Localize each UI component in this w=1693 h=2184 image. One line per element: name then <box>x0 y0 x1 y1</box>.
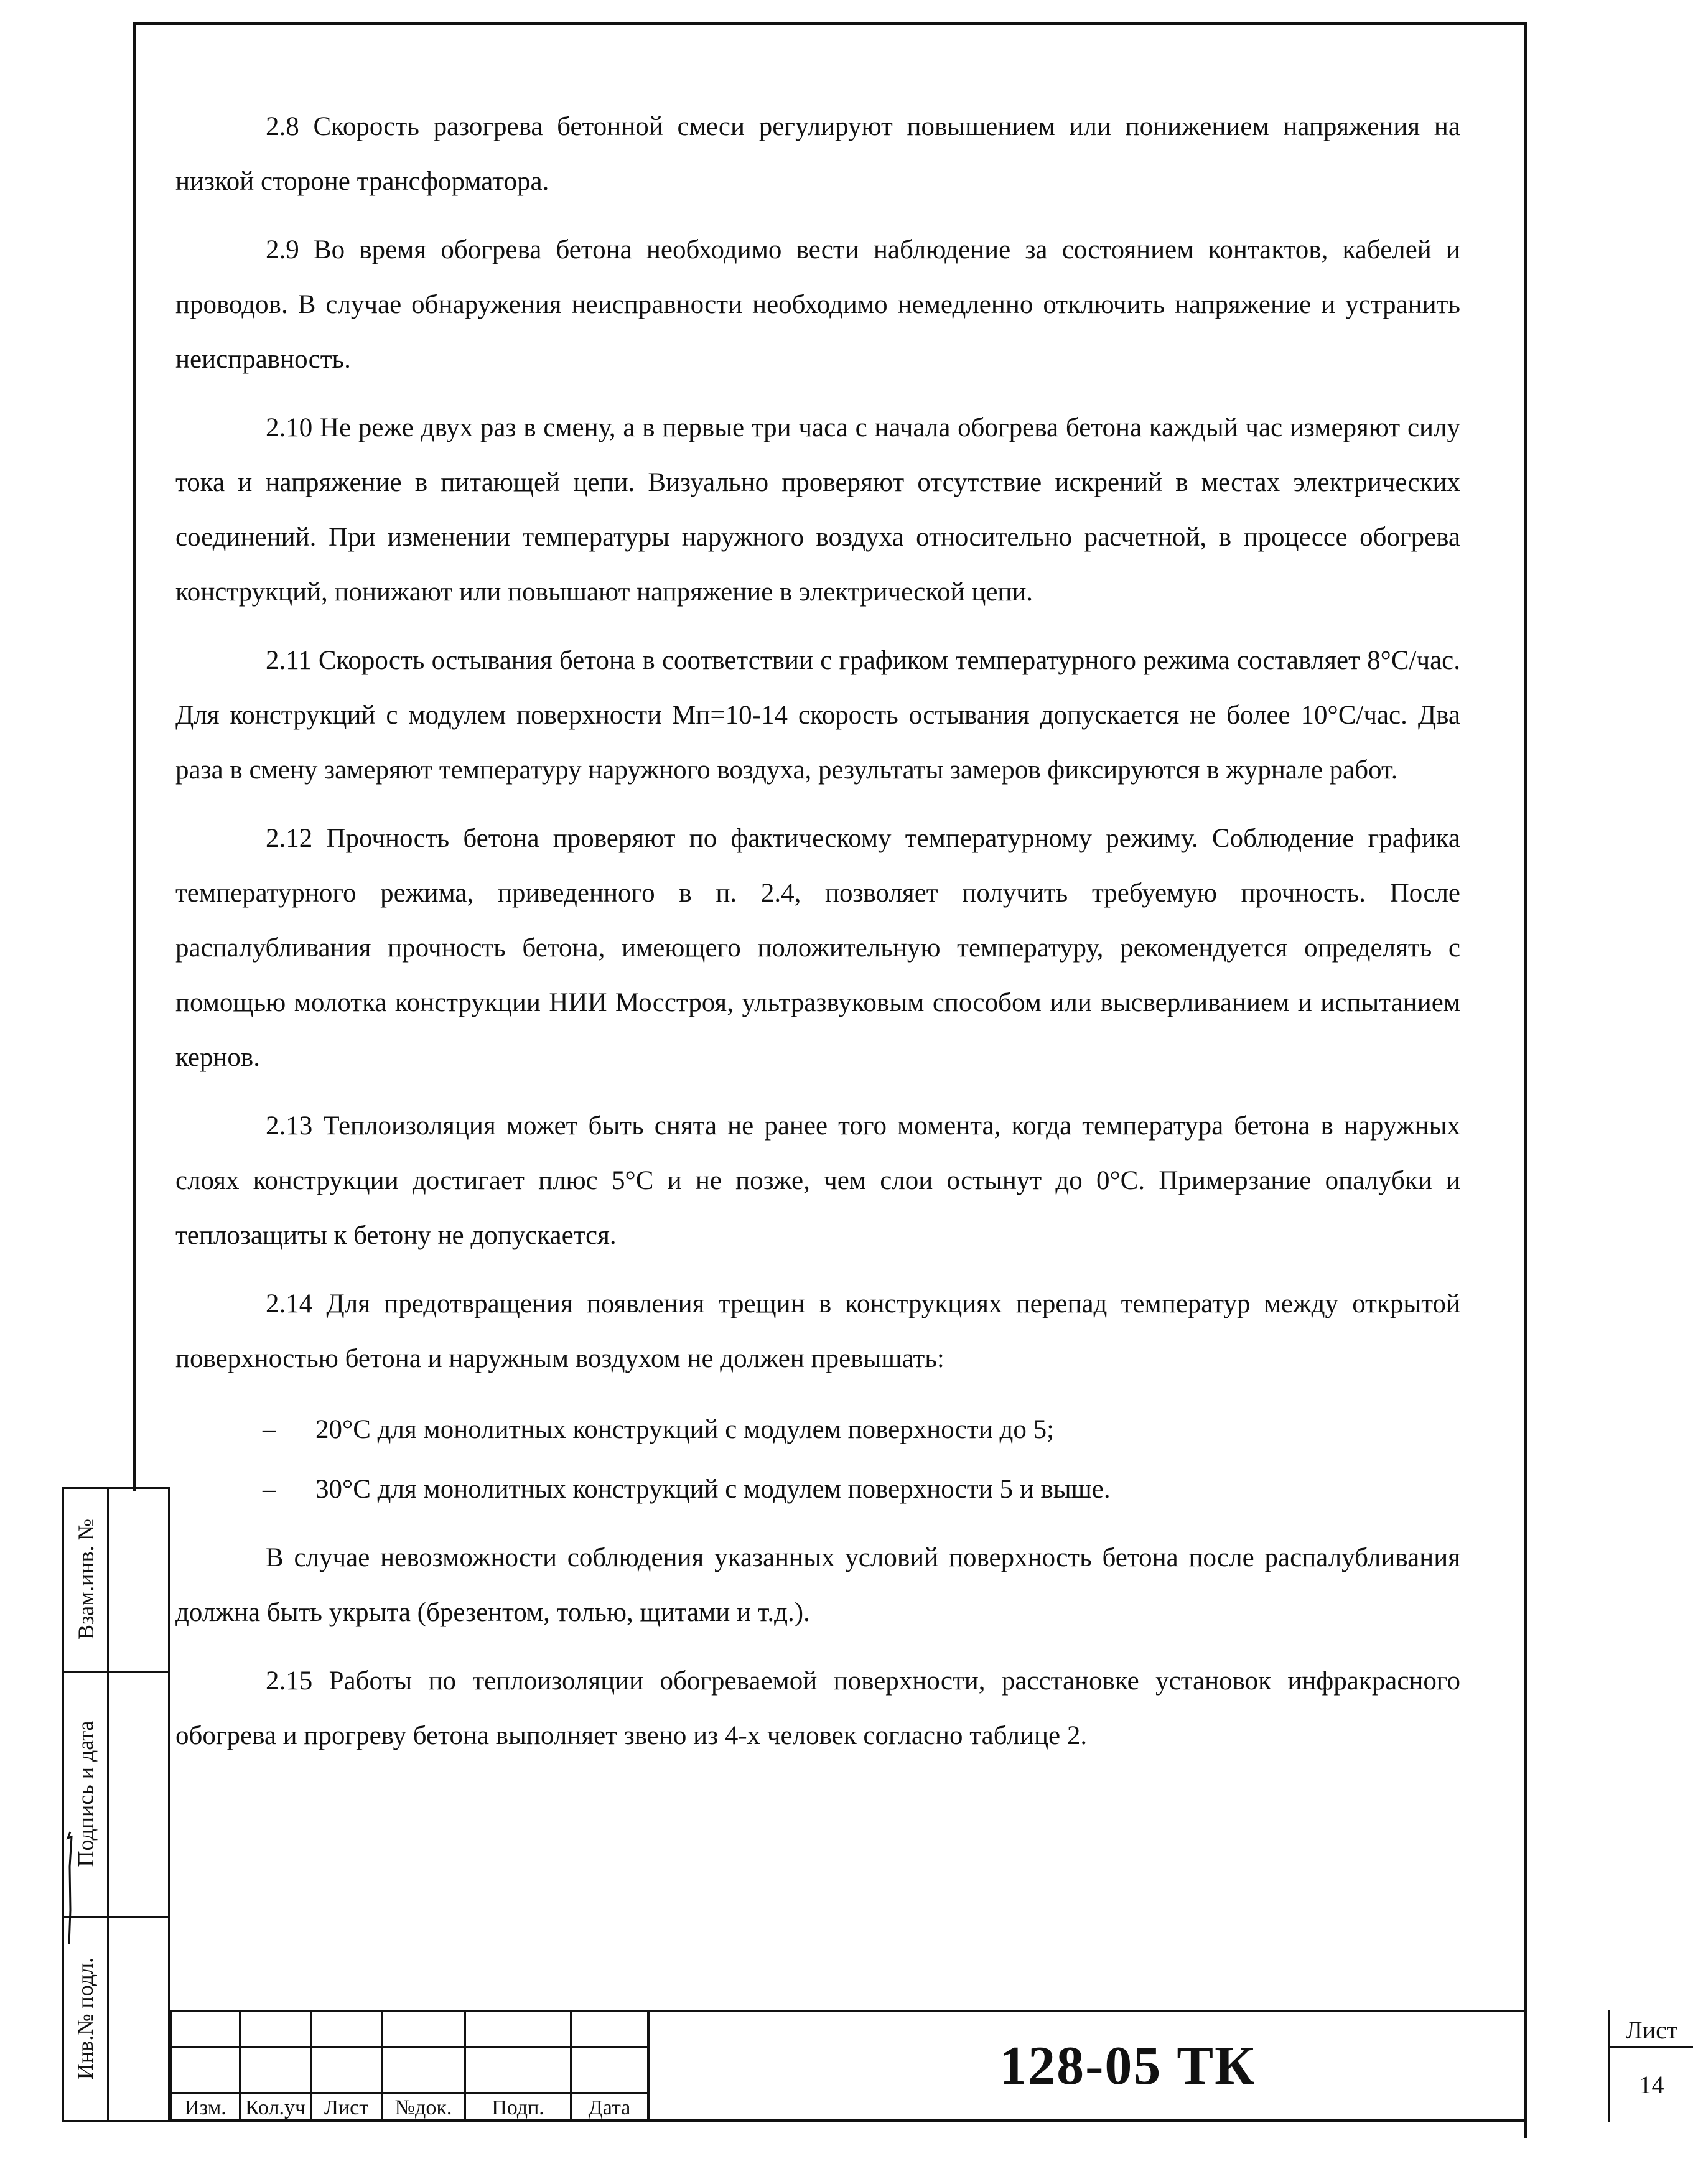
list-dash: – <box>263 1415 276 1444</box>
title-block <box>169 2010 1678 2122</box>
stamp-podpis-label: Подпись и дата <box>73 1720 98 1867</box>
paragraph-2-13: 2.13 Теплоизоляция может быть снята не ранее того момента, когда температура бетона в наружных слоях конструкции достигает плюс 5°С и не позже, чем слои остынут до 0°С. Примерзание опалубки и теплозащиты к бетону не допускается. <box>175 1111 1460 1250</box>
paragraph-2-11: 2.11 Скорость остывания бетона в соответствии с графиком температурного режима составляет 8°С/час. Для конструкций с модулем поверхности Мп=10-14 скорость остывания допускается не более 10°С/час. Два раза в смену замеряют температуру наружного воздуха, результаты замеров фиксируются в журнале работ. <box>175 646 1460 785</box>
stamp-inv-label: Инв.№ подл. <box>73 1957 98 2079</box>
sheet-label: Лист <box>1625 2015 1678 2044</box>
column-list: Лист <box>324 2096 369 2119</box>
paragraph-conditions: В случае невозможности соблюдения указанных условий поверхность бетона после распалубливания должна быть укрыта (брезентом, толью, щитами и т.д.). <box>175 1543 1460 1627</box>
column-ndok: №док. <box>394 2096 452 2119</box>
column-podp: Подп. <box>492 2096 544 2119</box>
paragraph-2-14: 2.14 Для предотвращения появления трещин в конструкциях перепад температур между открытой поверхностью бетона и наружным воздухом не должен превышать: <box>175 1289 1460 1373</box>
paragraph-2-8: 2.8 Скорость разогрева бетонной смеси регулируют повышением или понижением напряжения на низкой стороне трансформатора. <box>175 112 1460 196</box>
document-body <box>175 100 1460 1777</box>
stamp-vzam <box>64 1487 107 1671</box>
signature-mark <box>64 1829 77 1948</box>
paragraph-2-15: 2.15 Работы по теплоизоляции обогреваемой поверхности, расстановке установок инфракрасного обогрева и прогреву бетона выполняет звено из 4-х человек согласно таблице 2. <box>175 1666 1460 1750</box>
document-code: 128-05 ТК <box>999 2035 1256 2096</box>
list-item-text: 20°С для монолитных конструкций с модулем поверхности до 5; <box>315 1415 1055 1444</box>
stamp-vzam-label: Взам.инв. № <box>73 1518 98 1640</box>
paragraph-2-10: 2.10 Не реже двух раз в смену, а в первые три часа с начала обогрева бетона каждый час измеряют силу тока и напряжение в питающей цепи. Визуально проверяют отсутствие искрений в местах электрических соединений. При изменении температуры наружного воздуха относительно расчетной, в процессе обогрева конструкций, понижают или повышают напряжение в электрической цепи. <box>175 413 1460 607</box>
paragraph-2-12: 2.12 Прочность бетона проверяют по фактическому температурному режиму. Соблюдение графика температурного режима, приведенного в п. 2.4, позволяет получить требуемую прочность. После распалубливания прочность бетона, имеющего положительную температуру, рекомендуется определять с помощью молотка конструкции НИИ Мосстроя, ультразвуковым способом или высверливанием и испытанием кернов. <box>175 824 1460 1072</box>
column-kol-uch: Кол.уч <box>245 2096 306 2119</box>
list-item <box>175 1400 1460 1460</box>
column-izm: Изм. <box>184 2096 226 2119</box>
list-item-text: 30°С для монолитных конструкций с модулем поверхности 5 и выше. <box>315 1475 1111 1504</box>
list-item <box>175 1460 1460 1519</box>
page-frame-left <box>133 22 136 1491</box>
paragraph-2-9: 2.9 Во время обогрева бетона необходимо вести наблюдение за состоянием контактов, кабелей и проводов. В случае обнаружения неисправности необходимо немедленно отключить напряжение и устранить неисправность. <box>175 235 1460 374</box>
column-data: Дата <box>588 2096 631 2119</box>
page-frame-right <box>1524 22 1527 2138</box>
list-dash: – <box>263 1475 276 1504</box>
page-frame-top <box>133 22 1526 25</box>
side-stamp <box>62 1487 169 2122</box>
sheet-number: 14 <box>1639 2070 1664 2099</box>
